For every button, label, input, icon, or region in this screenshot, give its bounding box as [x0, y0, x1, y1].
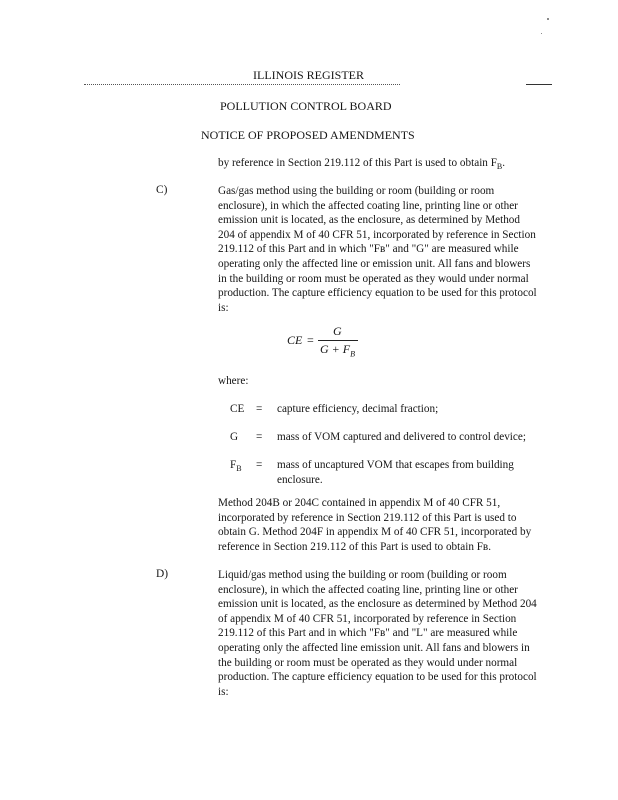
- scan-speck: [547, 18, 549, 20]
- section-c-letter: C): [156, 184, 168, 196]
- equation-fraction-bar: [318, 340, 358, 341]
- definition-symbol: [230, 458, 242, 477]
- section-c-paragraph: Gas/gas method using the building or room (building or room enclosure), in which the affected coating line, printing line or other emission unit is located, as the enclosure, as determined by Method 204 of appendix M of 40 CFR 51, incorporated by reference in Section 219.112 of this Part and in which "Fʙ" and "G" are measured while operating only the affected line or emission unit. All fans and blowers in the building or room must be operated as they would under normal production. The capture efficiency equation to be used for this protocol is:: [218, 185, 537, 314]
- definition-symbol-subscript: B: [236, 464, 242, 474]
- equation-denominator-text: G + F: [320, 342, 351, 356]
- equation-numerator: G: [333, 324, 342, 338]
- definition-text: capture efficiency, decimal fraction;: [277, 403, 439, 415]
- header-rule-dotted: [84, 84, 400, 85]
- equation-equals: =: [307, 333, 314, 347]
- notice-title: NOTICE OF PROPOSED AMENDMENTS: [201, 128, 415, 142]
- definition-equals: =: [256, 431, 263, 443]
- definition-equals: =: [256, 403, 263, 415]
- intro-line-subscript: B: [496, 162, 503, 172]
- section-d-letter: D): [156, 568, 169, 580]
- definition-symbol: G: [230, 431, 239, 443]
- board-title: POLLUTION CONTROL BOARD: [220, 99, 392, 113]
- method-paragraph: Method 204B or 204C contained in appendix M of 40 CFR 51, incorporated by reference in Section 219.112 of this Part is used to obtain G. Method 204F in appendix M of 40 CFR 51, incorporated by reference in Section 219.112 of this Part is used to obtain Fʙ.: [218, 497, 532, 553]
- definition-symbol: CE: [230, 403, 245, 415]
- intro-line-text: by reference in Section 219.112 of this Part is used to obtain F: [218, 157, 497, 169]
- header-rule-solid: [526, 84, 552, 85]
- definition-symbol-text: F: [230, 459, 237, 471]
- equation-denominator: [320, 342, 355, 362]
- scan-speck: [541, 33, 542, 34]
- where-label: where:: [218, 375, 249, 387]
- intro-line: by reference in Section 219.112 of this Part is used to obtain $F_B$.: [218, 157, 506, 172]
- equation-denominator-subscript: B: [350, 349, 355, 359]
- section-d-paragraph: Liquid/gas method using the building or room (building or room enclosure), in which the affected coating line, printing line or other emission unit is located, as the enclosure as determined by Method 204 of appendix M of 40 CFR 51, incorporated by reference in Section 219.112 of this Part and in which "Fʙ" and "L" are measured while operating only the affected line emission unit. All fans and blowers in the building or room must be operated as they would under normal production. The capture efficiency equation to be used for this protocol is:: [218, 569, 537, 698]
- register-title: ILLINOIS REGISTER: [253, 68, 364, 82]
- definition-equals: =: [256, 459, 263, 471]
- equation-lhs: CE: [287, 333, 303, 347]
- definition-text: mass of uncaptured VOM that escapes from building enclosure.: [277, 459, 514, 486]
- definition-text: mass of VOM captured and delivered to control device;: [277, 431, 526, 443]
